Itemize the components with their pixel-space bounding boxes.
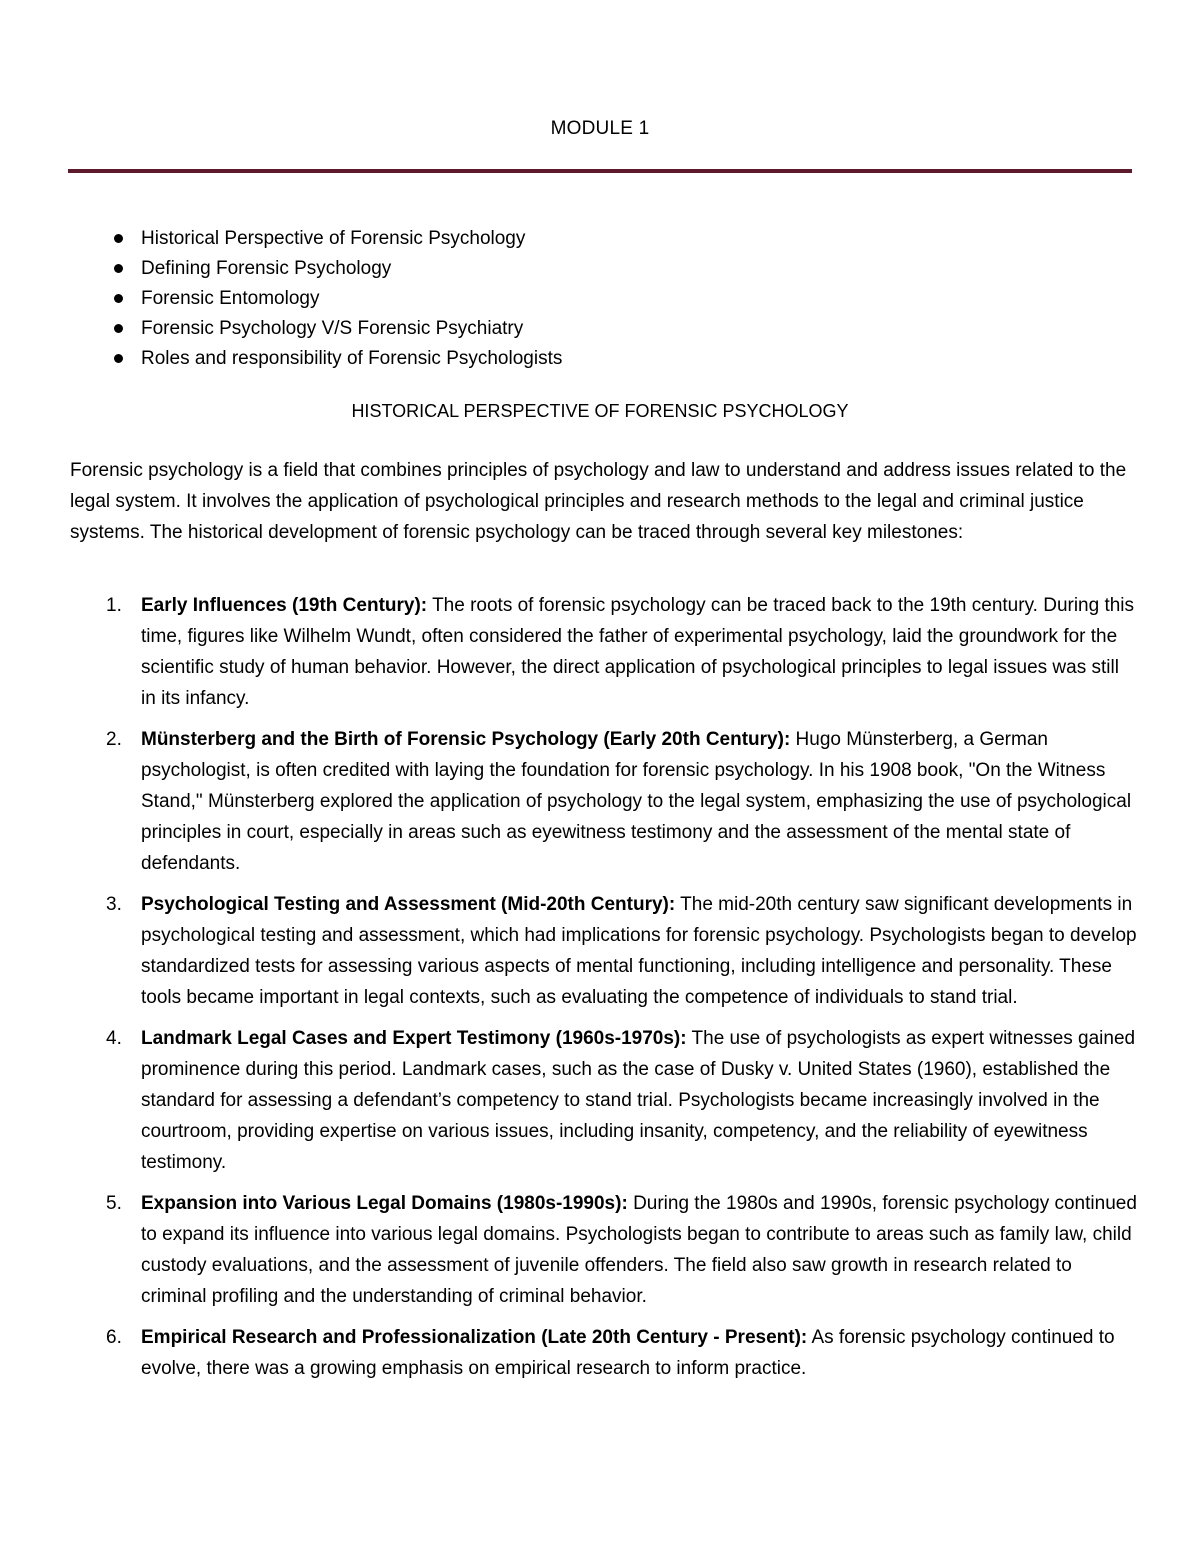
milestone-text: Hugo Münsterberg, a German psychologist, is often credited with laying the foundation for forensic psychology. In his 1908 book, "On the Witness Stand," Münsterberg explored the application of psychology to the legal system, emphasizing the use of psychological principles in court, especially in areas such as eyewitness testimony and the assessment of the mental state of defendants. bbox=[141, 729, 1132, 874]
milestone-number: 1. bbox=[106, 595, 122, 616]
topic-item bbox=[68, 344, 562, 374]
milestone-title: Early Influences (19th Century): bbox=[141, 595, 428, 616]
milestone-text: As forensic psychology continued to evolve, there was a growing emphasis on empirical research to inform practice. bbox=[141, 1327, 1115, 1379]
topic-list bbox=[68, 224, 562, 374]
milestone-number: 2. bbox=[106, 729, 122, 750]
milestone-text: The use of psychologists as expert witnesses gained prominence during this period. Landmark cases, such as the case of Dusky v. United States (1960), established the standard for assessing a defendant’s competency to stand trial. Psychologists became increasingly involved in the courtroom, providing expertise on various issues, including insanity, competency, and the reliability of eyewitness testimony. bbox=[141, 1028, 1136, 1173]
milestone-item bbox=[68, 1322, 1138, 1384]
milestone-list bbox=[68, 590, 1138, 1394]
milestone-number: 6. bbox=[106, 1327, 122, 1348]
topic-text: Roles and responsibility of Forensic Psychologists bbox=[141, 348, 563, 369]
milestone-text: The roots of forensic psychology can be traced back to the 19th century. During this time, figures like Wilhelm Wundt, often considered the father of experimental psychology, laid the groundwork for the scientific study of human behavior. However, the direct application of psychological principles to legal issues was still in its infancy. bbox=[141, 595, 1135, 709]
bullet-icon bbox=[114, 234, 123, 243]
topic-item bbox=[68, 314, 562, 344]
milestone-number: 5. bbox=[106, 1193, 122, 1214]
milestone-number: 3. bbox=[106, 894, 122, 915]
module-title: MODULE 1 bbox=[550, 118, 650, 139]
bullet-icon bbox=[114, 354, 123, 363]
topic-text: Historical Perspective of Forensic Psychology bbox=[141, 228, 526, 249]
title-divider bbox=[68, 169, 1132, 173]
bullet-icon bbox=[114, 264, 123, 273]
section-heading: HISTORICAL PERSPECTIVE OF FORENSIC PSYCHOLOGY bbox=[351, 401, 849, 421]
topic-text: Forensic Psychology V/S Forensic Psychiatry bbox=[141, 318, 524, 339]
bullet-icon bbox=[114, 294, 123, 303]
topic-item bbox=[68, 224, 562, 254]
topic-text: Defining Forensic Psychology bbox=[141, 258, 392, 279]
bullet-icon bbox=[114, 324, 123, 333]
milestone-text: During the 1980s and 1990s, forensic psychology continued to expand its influence into various legal domains. Psychologists began to contribute to areas such as family law, child custody evaluations, and the assessment of juvenile offenders. The field also saw growth in research related to criminal profiling and the understanding of criminal behavior. bbox=[141, 1193, 1137, 1307]
milestone-item bbox=[68, 724, 1138, 879]
milestone-title: Empirical Research and Professionalization (Late 20th Century - Present): bbox=[141, 1327, 808, 1348]
milestone-title: Landmark Legal Cases and Expert Testimony (1960s-1970s): bbox=[141, 1028, 687, 1049]
milestone-item bbox=[68, 590, 1138, 714]
milestone-item bbox=[68, 889, 1138, 1013]
milestone-title: Münsterberg and the Birth of Forensic Psychology (Early 20th Century): bbox=[141, 729, 791, 750]
milestone-item bbox=[68, 1023, 1138, 1178]
milestone-title: Psychological Testing and Assessment (Mid-20th Century): bbox=[141, 894, 676, 915]
intro-paragraph: Forensic psychology is a field that combines principles of psychology and law to understand and address issues related to the legal system. It involves the application of psychological principles and research methods to the legal and criminal justice systems. The historical development of forensic psychology can be traced through several key milestones: bbox=[70, 460, 1127, 543]
topic-item bbox=[68, 284, 562, 314]
milestone-item bbox=[68, 1188, 1138, 1312]
milestone-number: 4. bbox=[106, 1028, 122, 1049]
topic-text: Forensic Entomology bbox=[141, 288, 320, 309]
milestone-text: The mid-20th century saw significant developments in psychological testing and assessment, which had implications for forensic psychology. Psychologists began to develop standardized tests for assessing various aspects of mental functioning, including intelligence and personality. These tools became important in legal contexts, such as evaluating the competence of individuals to stand trial. bbox=[141, 894, 1137, 1008]
milestone-title: Expansion into Various Legal Domains (1980s-1990s): bbox=[141, 1193, 628, 1214]
topic-item bbox=[68, 254, 562, 284]
